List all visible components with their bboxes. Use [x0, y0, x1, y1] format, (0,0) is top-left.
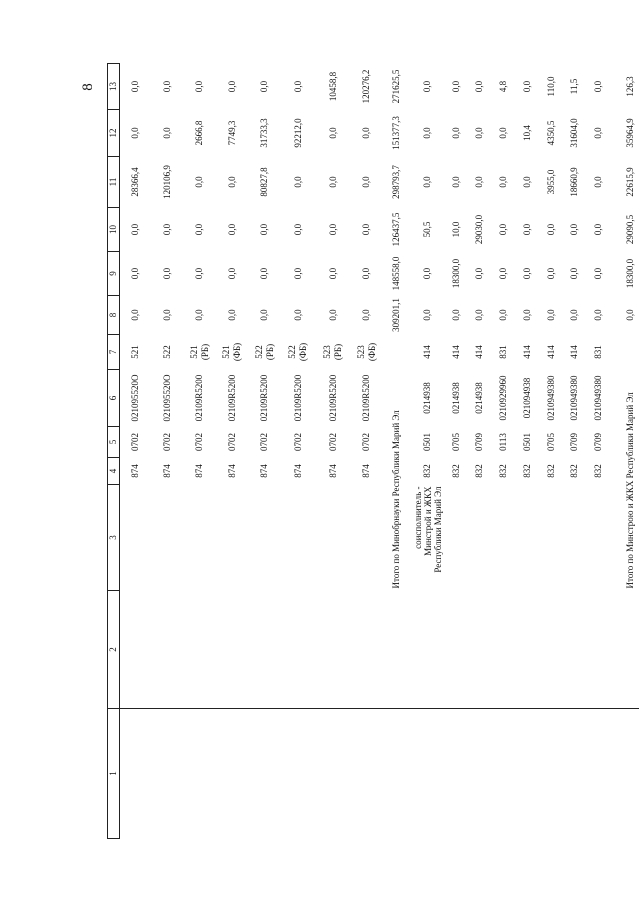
total-c10: 126437,5	[391, 212, 401, 247]
cell-c5: 0705	[545, 433, 556, 451]
cell-c5: 0709	[569, 433, 579, 451]
cell-c11: 0,0	[226, 176, 237, 188]
header-cell: 1	[108, 709, 120, 839]
col1-cell	[468, 709, 492, 839]
cell-c5: 0702	[194, 433, 204, 451]
cell-c11: 120106,9	[161, 165, 172, 199]
cell-c4: 832	[498, 464, 508, 478]
col2-cell	[120, 591, 151, 709]
cell-c12: 0,0	[592, 127, 603, 139]
cell-c13: 0,0	[226, 80, 237, 93]
cell-c8: 0,0	[194, 309, 204, 321]
total-label: Итого по Минобрнауки Республики Марий Эл	[391, 410, 401, 589]
col2-cell	[351, 591, 383, 709]
col3-cell	[563, 485, 587, 591]
header-cell: 11	[108, 157, 120, 208]
cell-c6: 021095520О	[161, 374, 172, 422]
cell-c5: 0702	[327, 433, 338, 451]
cell-c6: 021095520О	[129, 374, 140, 422]
col3-cell	[151, 485, 184, 591]
cell-c4: 832	[592, 464, 603, 478]
cell-c7: 414	[569, 345, 579, 359]
cell-c7: 414	[450, 345, 461, 359]
table-row	[184, 64, 216, 839]
cell-c11: 0,0	[292, 176, 303, 188]
cell-c10: 0,0	[292, 223, 303, 236]
cell-c10: 29030,0	[474, 214, 484, 245]
cell-c8: 0,0	[259, 309, 269, 321]
cell-c6: 0210929960	[498, 375, 508, 421]
col1-cell	[516, 709, 540, 839]
cell-c9: 0,0	[361, 267, 371, 280]
col3-cell	[184, 485, 216, 591]
table-row	[120, 64, 151, 839]
cell-c7: 831	[592, 345, 603, 359]
cell-c5: 0705	[450, 433, 461, 451]
cell-c11: 80827,8	[259, 167, 269, 197]
table-row	[540, 64, 563, 839]
table-row	[468, 64, 492, 839]
cell-c4: 874	[226, 464, 237, 478]
cell-c11: 0,0	[450, 176, 461, 188]
cell-c6: 02109R5200	[292, 374, 303, 422]
cell-c12: 0,0	[161, 127, 172, 139]
col1-cell	[281, 709, 316, 839]
cell-c7: 521 (ФБ)	[221, 342, 242, 362]
cell-c7: 414	[422, 345, 432, 359]
cell-c13: 0,0	[522, 80, 532, 93]
cell-c4: 832	[422, 464, 432, 478]
page-number: 8	[79, 83, 96, 91]
col3-cell	[445, 485, 468, 591]
total-c11: 298793,7	[391, 165, 401, 199]
table-row	[249, 64, 281, 839]
cell-c9: 0,0	[292, 267, 303, 280]
cell-c11: 18660,9	[569, 167, 579, 197]
cell-c5: 0702	[292, 433, 303, 451]
cell-c12: 0,0	[498, 127, 508, 139]
table-row	[445, 64, 468, 839]
cell-c9: 0,0	[327, 267, 338, 280]
cell-c11: 0,0	[498, 176, 508, 188]
header-cell: 9	[108, 252, 120, 296]
cell-c11: 0,0	[522, 176, 532, 188]
header-cell: 13	[108, 64, 120, 110]
cell-c12: 31733,3	[259, 118, 269, 148]
col3-cell	[587, 485, 610, 591]
table-row	[492, 64, 516, 839]
cell-c5: 0702	[161, 433, 172, 451]
cell-c13: 0,0	[292, 80, 303, 93]
cell-c12: 7749,3	[226, 120, 237, 146]
col2-cell	[249, 591, 281, 709]
cell-c6: 0214938	[450, 382, 461, 414]
cell-c4: 874	[292, 464, 303, 478]
col2-cell	[610, 591, 639, 709]
col2-cell	[540, 591, 563, 709]
cell-c9: 0,0	[259, 267, 269, 280]
col2-cell	[468, 591, 492, 709]
col2-cell	[281, 591, 316, 709]
col1-cell	[492, 709, 516, 839]
header-cell: 8	[108, 296, 120, 335]
cell-c4: 874	[129, 464, 140, 478]
cell-c10: 0,0	[569, 223, 579, 236]
col3-cell	[516, 485, 540, 591]
cell-c5: 0709	[592, 433, 603, 451]
cell-c10: 0,0	[522, 223, 532, 236]
total-row	[610, 64, 639, 839]
col1-cell	[540, 709, 563, 839]
total-c13: 271625,5	[391, 69, 401, 104]
cell-c9: 0,0	[592, 267, 603, 280]
cell-c10: 0,0	[161, 223, 172, 236]
header-cell: 4	[108, 458, 120, 485]
cell-c13: 0,0	[259, 80, 269, 93]
cell-c12: 10,4	[522, 125, 532, 141]
col2-cell	[516, 591, 540, 709]
col3-cell	[316, 485, 351, 591]
cell-c12: 0,0	[361, 127, 371, 139]
cell-c11: 0,0	[592, 176, 603, 188]
cell-c10: 0,0	[194, 223, 204, 236]
col3-cell	[120, 485, 151, 591]
cell-c4: 874	[327, 464, 338, 478]
cell-c12: 92212,0	[292, 118, 303, 148]
cell-c10: 0,0	[361, 223, 371, 236]
total-c12: 35964,9	[625, 118, 635, 148]
cell-c8: 0,0	[522, 309, 532, 321]
cell-c7: 414	[474, 345, 484, 359]
cell-c13: 0,0	[592, 80, 603, 93]
col2-cell	[587, 591, 610, 709]
cell-c13: 10458,8	[327, 71, 338, 102]
cell-c13: 4,8	[498, 80, 508, 93]
cell-c6: 02109R5200	[361, 374, 371, 422]
cell-c8: 0,0	[498, 309, 508, 321]
cell-c12: 0,0	[129, 127, 140, 139]
table-row	[316, 64, 351, 839]
col1-cell	[610, 709, 639, 839]
cell-c4: 832	[474, 464, 484, 478]
cell-c12: 0,0	[422, 127, 432, 139]
cell-c6: 0214938	[422, 382, 432, 414]
cell-c6: 0210949380	[545, 375, 556, 421]
rotated-table-container	[107, 64, 635, 839]
cell-c9: 0,0	[569, 267, 579, 280]
cell-c10: 0,0	[226, 223, 237, 236]
cell-c8: 0,0	[422, 309, 432, 321]
cell-c12: 31604,0	[569, 118, 579, 148]
col1-cell	[445, 709, 468, 839]
cell-c12: 4350,5	[545, 120, 556, 146]
cell-c6: 02109R5200	[327, 374, 338, 422]
cell-c6: 021094938	[522, 377, 532, 419]
cell-c11: 3955,0	[545, 169, 556, 195]
cell-c11: 0,0	[194, 176, 204, 188]
cell-c9: 0,0	[129, 267, 140, 280]
cell-c5: 0113	[498, 433, 508, 451]
col1-cell	[249, 709, 281, 839]
header-row	[108, 64, 120, 839]
total-label: Итого по Минстрою и ЖКХ Республики Марий Эл	[625, 392, 635, 589]
cell-c9: 0,0	[498, 267, 508, 280]
cell-c4: 832	[450, 464, 461, 478]
col1-cell	[587, 709, 610, 839]
cell-c8: 0,0	[592, 309, 603, 321]
cell-c4: 874	[161, 464, 172, 478]
cell-c4: 874	[361, 464, 371, 478]
col1-cell	[351, 709, 383, 839]
table-row	[216, 64, 249, 839]
cell-c10: 0,0	[327, 223, 338, 236]
col3-cell	[468, 485, 492, 591]
cell-c8: 0,0	[361, 309, 371, 321]
cell-c8: 0,0	[474, 309, 484, 321]
cell-c13: 0,0	[194, 80, 204, 93]
cell-c10: 0,0	[498, 223, 508, 236]
cell-c6: 0210949380	[592, 375, 603, 421]
table-row	[351, 64, 383, 839]
col2-cell	[184, 591, 216, 709]
cell-c12: 0,0	[474, 127, 484, 139]
cell-c7: 831	[498, 345, 508, 359]
col2-cell	[151, 591, 184, 709]
col2-cell	[492, 591, 516, 709]
cell-c6: 0214938	[474, 382, 484, 414]
col3-cell	[351, 485, 383, 591]
col2-cell	[563, 591, 587, 709]
cell-c10: 0,0	[259, 223, 269, 236]
col1-cell	[151, 709, 184, 839]
cell-c13: 110,0	[545, 76, 556, 97]
col1-cell	[216, 709, 249, 839]
cell-c4: 832	[522, 464, 532, 478]
cell-c8: 0,0	[292, 309, 303, 321]
cell-c13: 11,5	[569, 78, 579, 95]
budget-table	[107, 63, 639, 839]
header-cell: 12	[108, 110, 120, 157]
cell-c8: 0,0	[450, 309, 461, 321]
header-cell: 5	[108, 427, 120, 458]
cell-c13: 0,0	[161, 80, 172, 93]
cell-c8: 0,0	[327, 309, 338, 321]
col2-cell	[316, 591, 351, 709]
cell-c13: 0,0	[422, 80, 432, 93]
cell-c9: 0,0	[422, 267, 432, 280]
total-c8: 0,0	[625, 309, 635, 321]
cell-c8: 0,0	[545, 309, 556, 321]
col3-cell	[540, 485, 563, 591]
cell-c6: 02109R5200	[194, 374, 204, 422]
cell-c5: 0501	[522, 433, 532, 451]
cell-c13: 0,0	[450, 80, 461, 93]
table-row	[281, 64, 316, 839]
cell-c9: 0,0	[545, 267, 556, 280]
cell-c5: 0702	[259, 433, 269, 451]
total-c12: 151377,3	[391, 116, 401, 150]
cell-c8: 0,0	[226, 309, 237, 321]
cell-c7: 522 (РБ)	[253, 343, 275, 361]
cell-c11: 0,0	[422, 176, 432, 188]
total-c13: 126,3	[625, 76, 635, 97]
cell-c6: 02109R5200	[226, 374, 237, 422]
col1-cell	[563, 709, 587, 839]
table-row	[151, 64, 184, 839]
cell-c9: 0,0	[226, 267, 237, 280]
col1-cell	[383, 709, 411, 839]
col1-cell	[184, 709, 216, 839]
col3-cell	[281, 485, 316, 591]
cell-c6: 02109R5200	[259, 374, 269, 422]
cell-c10: 0,0	[592, 223, 603, 236]
cell-c5: 0702	[129, 433, 140, 451]
cell-c7: 414	[545, 345, 556, 359]
cell-c6: 0210949380	[569, 375, 579, 421]
header-cell: 2	[108, 591, 120, 709]
cell-c7: 521 (РБ)	[188, 343, 210, 361]
cell-c4: 874	[259, 464, 269, 478]
cell-c7: 523 (ФБ)	[355, 342, 377, 362]
cell-c5: 0702	[361, 433, 371, 451]
col3-cell	[216, 485, 249, 591]
col1-cell	[316, 709, 351, 839]
cell-c10: 0,0	[545, 223, 556, 236]
cell-c11: 28366,4	[129, 167, 140, 197]
header-cell: 3	[108, 485, 120, 591]
col2-cell	[383, 591, 411, 709]
total-c11: 22615,9	[625, 167, 635, 197]
col2-cell	[411, 591, 445, 709]
col2-cell	[216, 591, 249, 709]
table-row	[516, 64, 540, 839]
cell-c10: 0,0	[129, 223, 140, 236]
cell-c12: 2666,8	[194, 120, 204, 146]
cell-c9: 0,0	[194, 267, 204, 280]
cell-c8: 0,0	[569, 309, 579, 321]
cell-c7: 414	[522, 345, 532, 359]
total-c9: 18300,0	[625, 258, 635, 289]
cell-c7: 523 (РБ)	[322, 343, 343, 361]
cell-c7: 521	[129, 345, 140, 359]
cell-c4: 874	[194, 464, 204, 478]
total-c8: 309201,1	[391, 298, 401, 332]
cell-c12: 0,0	[450, 127, 461, 139]
cell-c9: 0,0	[522, 267, 532, 280]
cell-c13: 0,0	[474, 80, 484, 93]
subsection-row	[411, 64, 445, 839]
header-cell: 6	[108, 370, 120, 427]
table-row	[563, 64, 587, 839]
cell-c4: 832	[545, 464, 556, 478]
table-row	[587, 64, 610, 839]
cell-c10: 10,0	[450, 221, 461, 238]
cell-c13: 0,0	[129, 80, 140, 93]
header-cell: 10	[108, 208, 120, 252]
cell-c8: 0,0	[161, 309, 172, 321]
col3-cell	[492, 485, 516, 591]
cell-c5: 0709	[474, 433, 484, 451]
cell-c9: 0,0	[474, 267, 484, 280]
header-cell: 7	[108, 335, 120, 370]
total-c9: 148558,0	[391, 256, 401, 291]
total-row	[383, 64, 411, 839]
col1-cell	[120, 709, 151, 839]
cell-c7: 522 (ФБ)	[287, 342, 308, 362]
cell-c13: 120276,2	[361, 69, 371, 104]
cell-c12: 0,0	[327, 127, 338, 139]
cell-c5: 0501	[422, 433, 432, 451]
table-body	[108, 64, 639, 839]
cell-c11: 0,0	[327, 176, 338, 188]
cell-c7: 522	[161, 345, 172, 359]
co-executor-label: соисполнитель - Минстрой и ЖКХ Республики Марий Эл	[412, 486, 443, 573]
cell-c8: 0,0	[129, 309, 140, 321]
total-c10: 29090,5	[625, 214, 635, 245]
cell-c9: 18300,0	[450, 258, 461, 289]
cell-c9: 0,0	[161, 267, 172, 280]
cell-c5: 0702	[226, 433, 237, 451]
col2-cell	[445, 591, 468, 709]
cell-c11: 0,0	[474, 176, 484, 188]
cell-c10: 50,5	[422, 221, 432, 238]
col3-cell	[249, 485, 281, 591]
col1-cell	[411, 709, 445, 839]
cell-c4: 832	[569, 464, 579, 478]
cell-c11: 0,0	[361, 176, 371, 188]
